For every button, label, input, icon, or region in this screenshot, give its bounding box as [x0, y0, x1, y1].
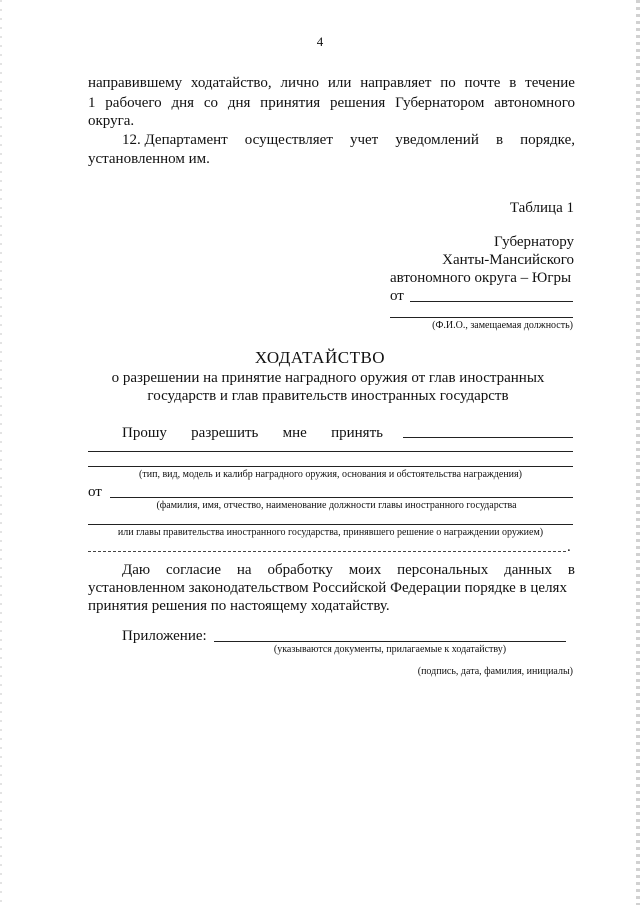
word: в — [509, 75, 517, 91]
consent-line-3: принятия решения по настоящему ходатайству. — [88, 598, 390, 614]
word: рабочего — [105, 95, 162, 111]
word: в — [567, 562, 575, 578]
word: учет — [349, 132, 379, 148]
word: лично — [280, 75, 320, 91]
word: течение — [525, 75, 575, 91]
weapon-field-1[interactable] — [403, 437, 573, 438]
addressee-line-1: Губернатору — [494, 234, 574, 250]
word: дня — [227, 95, 251, 111]
word: принять — [331, 425, 383, 441]
word: персональных — [397, 562, 489, 578]
person-field-2[interactable] — [88, 524, 573, 525]
addressee-line-3: автономного округа – Югры — [390, 270, 572, 286]
table-label: Таблица 1 — [509, 200, 574, 216]
word: ходатайство, — [190, 75, 272, 91]
word: дня — [171, 95, 195, 111]
item12-line-1 — [122, 131, 575, 149]
word: согласие — [165, 562, 222, 578]
word: по — [440, 75, 456, 91]
word: разрешить — [191, 425, 259, 441]
weapon-field-2[interactable] — [88, 451, 573, 452]
addressee-line-2: Ханты-Мансийского — [442, 252, 574, 268]
caption-signature: (подпись, дата, фамилия, инициалы) — [417, 666, 573, 677]
word: Даю — [122, 562, 151, 578]
trailing-dot: . — [567, 539, 571, 555]
word: 1 — [88, 95, 96, 111]
word: осуществляет — [244, 132, 333, 148]
petition-subtitle-1: о разрешении на принятие наградного оружия от глав иностранных — [111, 370, 545, 386]
attachment-label: Приложение: — [122, 628, 207, 644]
petition-from-label: от — [88, 484, 102, 500]
word: Прошу — [122, 425, 167, 441]
word: обработку — [267, 562, 333, 578]
addressee-from-label: от — [390, 288, 404, 304]
item12-line-2: установленном им. — [88, 151, 210, 167]
word: мне — [282, 425, 307, 441]
addressee-name-field[interactable] — [390, 317, 573, 318]
weapon-field-3[interactable] — [88, 466, 573, 467]
person-field-3[interactable] — [88, 551, 566, 552]
word: принятия — [260, 95, 321, 111]
addressee-caption: (Ф.И.О., замещаемая должность) — [432, 320, 573, 331]
word: направившему — [88, 75, 183, 91]
word: данных — [504, 562, 553, 578]
request-line — [122, 424, 383, 442]
word: 12. Департамент — [122, 132, 228, 148]
word: направляет — [360, 75, 432, 91]
addressee-from-field[interactable] — [410, 301, 573, 302]
page-number: 4 — [316, 34, 324, 49]
attachment-field[interactable] — [214, 641, 566, 642]
word: моих — [348, 562, 382, 578]
word: со — [203, 95, 219, 111]
intro-line-1 — [88, 74, 575, 92]
word: Губернатором — [395, 95, 485, 111]
word: или — [327, 75, 352, 91]
caption-weapon: (тип, вид, модель и калибр наградного оружия, основания и обстоятельства награждения) — [139, 469, 522, 480]
consent-line-2: установленном законодательством Российской Федерации порядке в целях — [88, 580, 567, 596]
word: порядке, — [520, 132, 575, 148]
word: на — [236, 562, 252, 578]
intro-line-3: округа. — [88, 113, 135, 129]
caption-person-2: или главы правительства иностранного государства, принявшего решение о награждении оружием) — [117, 527, 544, 538]
consent-line-1 — [122, 561, 575, 579]
caption-attachment: (указываются документы, прилагаемые к ходатайству) — [273, 644, 507, 655]
person-field-1[interactable] — [110, 497, 573, 498]
word: решения — [329, 95, 386, 111]
intro-line-2 — [88, 94, 575, 112]
word: уведомлений — [395, 132, 479, 148]
petition-subtitle-2: государств и глав правительств иностранных государств — [147, 388, 509, 404]
word: автономного — [494, 95, 575, 111]
scan-edge-right — [636, 0, 640, 905]
caption-person: (фамилия, имя, отчество, наименование должности главы иностранного государства — [156, 500, 517, 511]
petition-title: ХОДАТАЙСТВО — [254, 348, 386, 367]
word: почте — [464, 75, 501, 91]
scan-edge-left — [0, 0, 2, 905]
word: в — [495, 132, 504, 148]
